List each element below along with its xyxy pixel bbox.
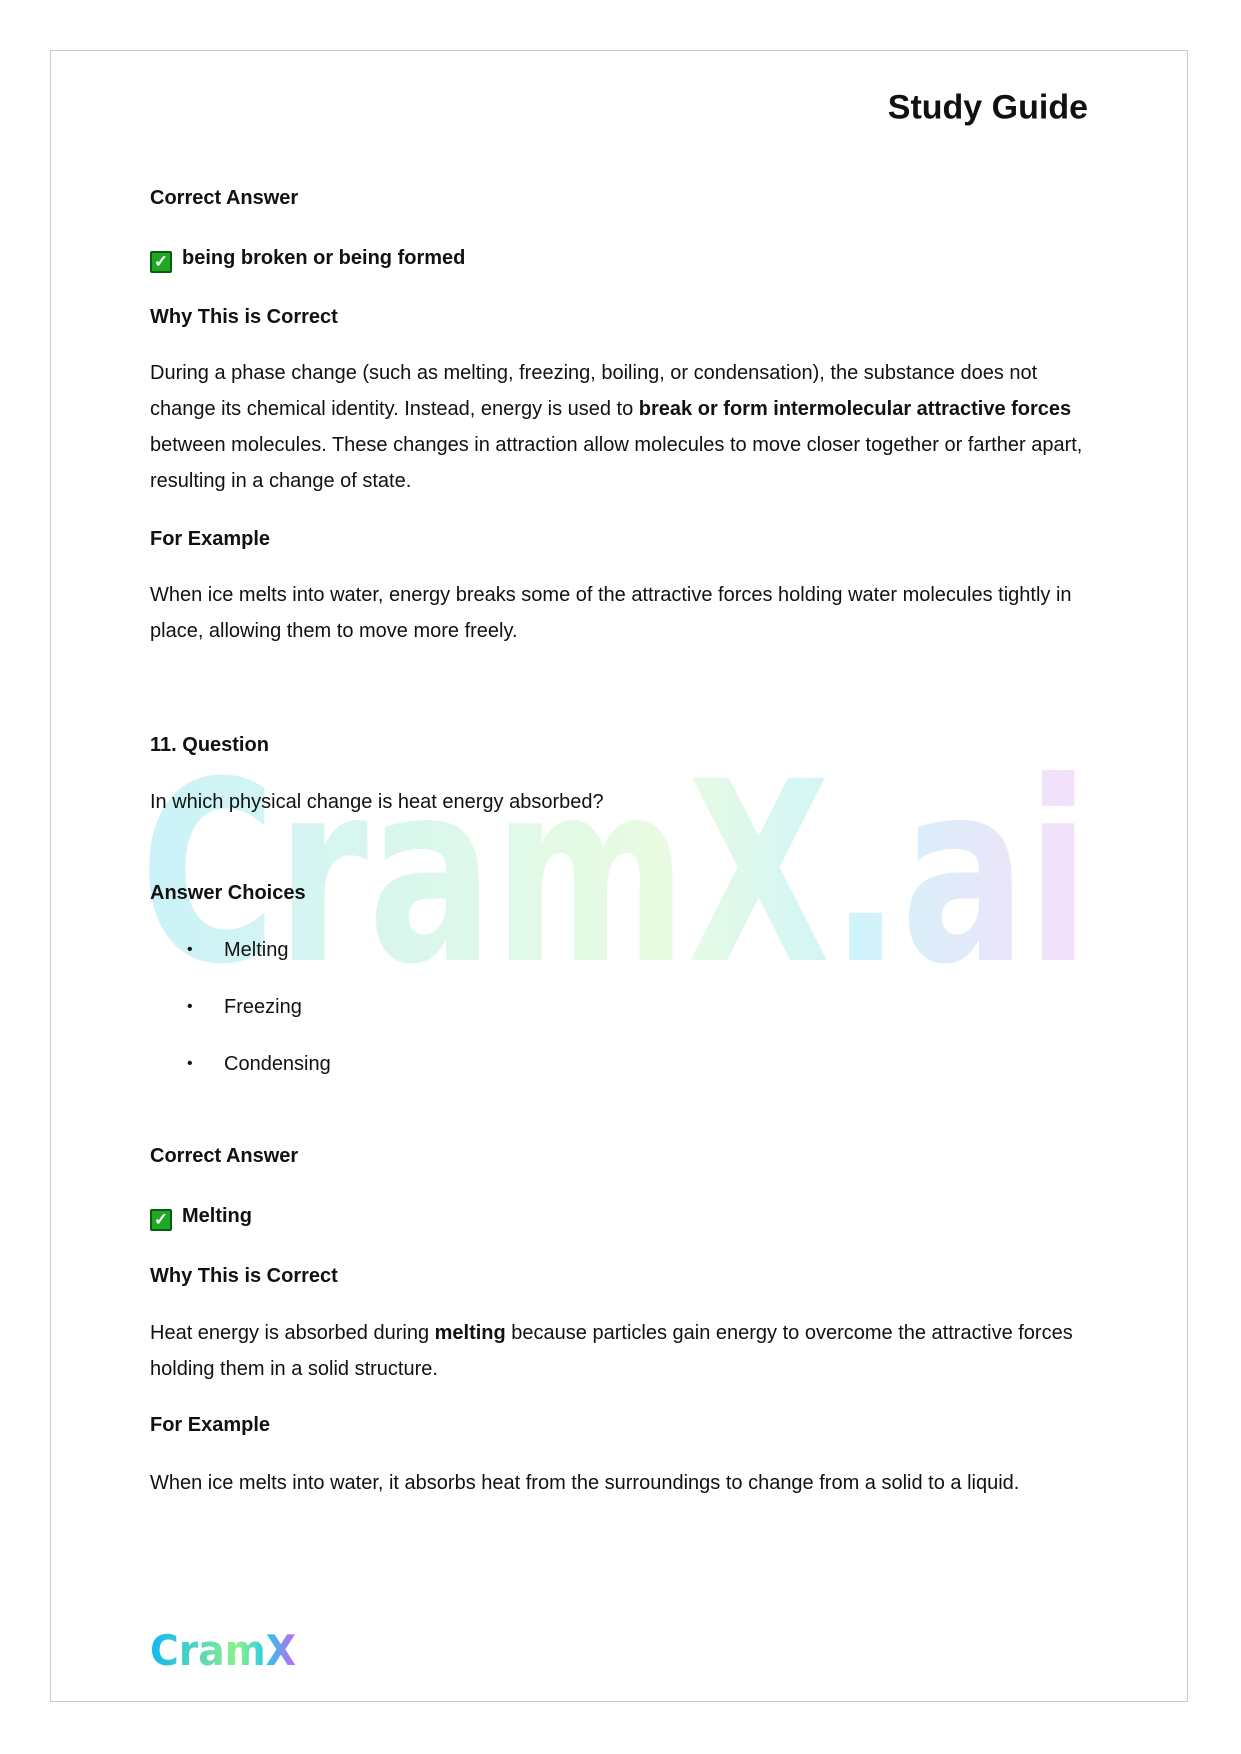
cramx-logo [150,1625,300,1673]
choice-item: Melting [224,939,289,961]
bullet-icon: • [187,1055,193,1072]
choice-item: Freezing [224,996,302,1018]
check-icon: ✓ [150,1209,172,1231]
why-paragraph: During a phase change (such as melting, freezing, boiling, or condensation), the substance does not change its chemical identity. Instead, energy is used to break or form intermolecular attractive forces between molecules. These changes in attraction allow molecules to move closer together or farther apart, resulting in a change of state. [150,362,1083,492]
correct-answer-heading: Correct Answer [150,1145,299,1167]
why-heading: Why This is Correct [150,306,338,328]
answer-choices-heading: Answer Choices [150,882,306,904]
why-paragraph: Heat energy is absorbed during melting because particles gain energy to overcome the attractive forces holding them in a solid structure. [150,1322,1073,1380]
correct-answer-heading: Correct Answer [150,187,299,209]
example-paragraph: When ice melts into water, energy breaks some of the attractive forces holding water molecules tightly in place, allowing them to move more freely. [150,584,1072,642]
example-heading: For Example [150,528,271,550]
svg-text:CramX: CramX [150,1626,296,1673]
correct-answer-text: being broken or being formed [182,247,466,269]
question-heading: 11. Question [150,734,269,756]
why-heading: Why This is Correct [150,1265,338,1287]
svg-text:CramX.ai: CramX.ai [140,740,1090,1010]
choice-item: Condensing [224,1053,331,1075]
bullet-icon: • [187,998,193,1015]
page-title: Study Guide [887,88,1088,127]
correct-answer [150,240,465,276]
correct-answer [150,1198,252,1234]
example-heading: For Example [150,1414,271,1436]
bullet-icon: • [187,941,193,958]
question-text: In which physical change is heat energy absorbed? [150,791,604,813]
correct-answer-text: Melting [182,1205,252,1227]
check-icon: ✓ [150,251,172,273]
example-paragraph: When ice melts into water, it absorbs heat from the surroundings to change from a solid to a liquid. [150,1472,1020,1494]
